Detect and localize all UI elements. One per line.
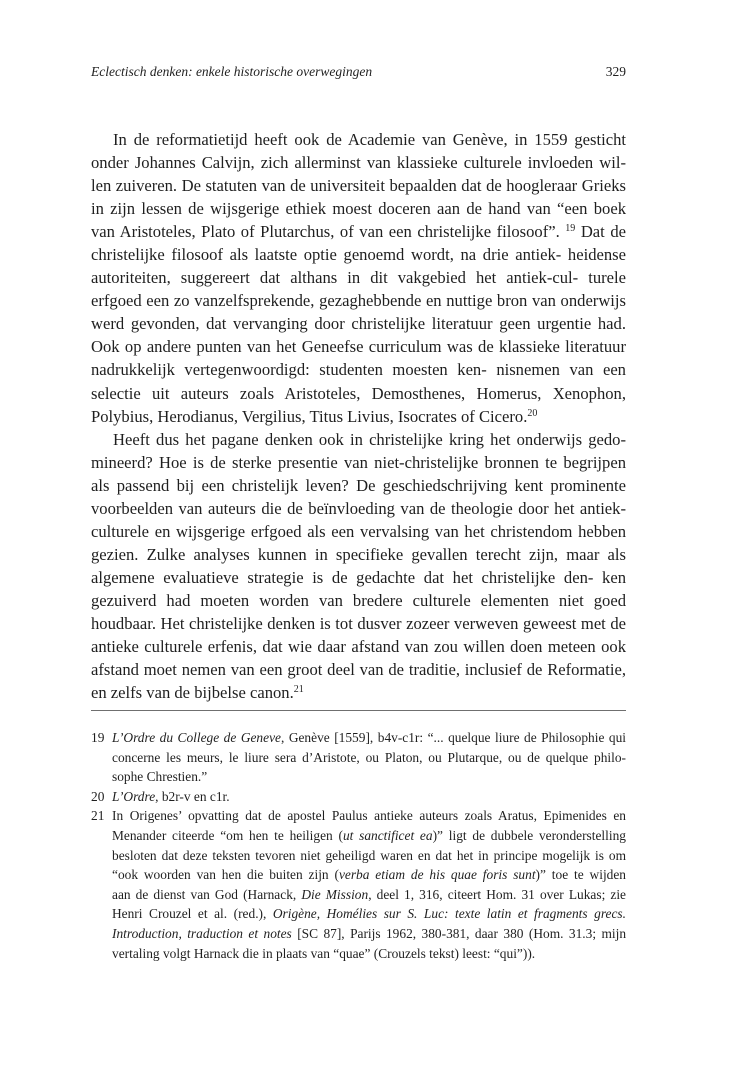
paragraph-1-line: onder Johannes Calvijn, zich allerminst van klassieke culturele invloeden wil- (91, 153, 626, 173)
main-text (91, 128, 626, 704)
footnote-number: 21 (91, 808, 105, 824)
paragraph-2-line: voorbeelden van auteurs die de beïnvloeding van de theologie door het (91, 498, 580, 518)
paragraph-2-line: mineerd? Hoe is de sterke presentie van niet-christelijke bronnen te begrijpen (91, 452, 626, 472)
footnote-number: 19 (91, 730, 105, 745)
paragraph-1-line: nisnemen van een selectie uit auteurs zoals Aristoteles, Demosthenes, (91, 360, 626, 403)
paragraph-1 (91, 128, 626, 428)
paragraph-2-line: hebben gezien. Zulke analyses kunnen in specifieke gevallen terecht zijn, (91, 521, 626, 564)
page-number: 329 (605, 64, 626, 79)
footnote-ref-19[interactable]: 19 (565, 223, 576, 235)
paragraph-1-line: Dat de christelijke filosoof als laatste optie genoemd wordt, na drie antiek- (91, 222, 626, 265)
paragraph-1-line: of Cicero. (461, 406, 528, 426)
paragraph-1-line: urgentie had. Ook op andere punten van het Geneefse curriculum was de (91, 314, 626, 357)
paragraph-2 (91, 428, 626, 705)
paragraph-2-line: houdbaar. Het christelijke denken is tot dusver zozeer verweven geweest met (91, 613, 611, 633)
footnotes (91, 728, 626, 963)
footnote-ref-20[interactable]: 20 (527, 407, 538, 419)
footnote-number: 20 (91, 788, 105, 804)
paragraph-2-line: de antieke culturele erfenis, dat wie daar afstand van zou willen doen meteen (91, 613, 626, 657)
paragraph-1-line: heidense autoriteiten, suggereert dat althans in dit vakgebied het antiek-cul- (91, 245, 626, 288)
footnote-separator (91, 710, 626, 711)
paragraph-1-line: Grieks in zijn lessen de wijsgerige ethiek moest doceren aan de hand van “een (91, 176, 626, 219)
paragraph-2-line: Reformatie, en zelfs van de bijbelse canon. (91, 660, 626, 703)
running-title: Eclectisch denken: enkele historische overwegingen (91, 64, 373, 79)
paragraph-1-line: len zuiveren. De statuten van de universiteit bepaalden dat de hoogleraar (91, 176, 582, 196)
footnote-ref-21[interactable]: 21 (293, 684, 304, 696)
paragraph-1-line: boek van Aristoteles, Plato of Plutarchus, of van een christelijke filosoof”. (91, 199, 626, 242)
paragraph-1-line: klassieke literatuur nadrukkelijk vertegenwoordigd: studenten moesten ken- (91, 337, 626, 380)
paragraph-2-line: ook afstand moet nemen van een groot deel van de traditie, inclusief de (91, 637, 626, 680)
paragraph-2-line: als passend bij een christelijk leven? De geschiedschrijving kent prominente (91, 475, 626, 495)
footnote-21: 21 In Origenes’ opvatting dat de apostel Paulus antieke auteurs zoals Aratus, Epimenides en Menander citeerde “om hen te heiligen (ut sanctificet ea)” ligt de dubbele veronderstelling besloten dat deze teksten tevoren niet geheiligd waren en dat het in principe mogelijk is om “ook woorden van hen die buiten zijn (verba etiam de his quae foris sunt)” toe te wijden aan de dienst van God (Harnack, Die Mission, deel 1, 316, citeert Hom. 31 over Lukas; zie Henri Crouzel et al. (red.), Origène, Homélies sur S. Luc: texte latin et fragments grecs. Introduction, traduction et notes [SC 87], Parijs 1962, 380-381, daar 380 (Hom. 31.3; mijn vertaling volgt Harnack die in plaats van “quae” (Crouzels tekst) leest: “qui”)). (91, 806, 626, 963)
paragraph-2-line: Heeft dus het pagane denken ook in christelijke kring het onderwijs gedo- (113, 429, 626, 449)
paragraph-1-line: Homerus, Xenophon, Polybius, Herodianus, Vergilius, Titus Livius, Isocrates (91, 383, 626, 426)
running-header (91, 64, 626, 80)
paragraph-1-line: In de reformatietijd heeft ook de Academie van Genève, in 1559 gesticht (113, 130, 626, 149)
footnote-20: 20 L’Ordre, b2r-v en c1r. (91, 787, 626, 807)
paragraph-2-line: maar als algemene evaluatieve strategie is de gedachte dat het christelijke den- (91, 544, 626, 587)
paragraph-2-line: ken gezuiverd had moeten worden van bredere culturele elementen niet goed (91, 567, 626, 610)
paragraph-1-line: onderwijs werd gevonden, dat vervanging door christelijke literatuur geen (91, 291, 626, 334)
paragraph-1-line: turele erfgoed een zo vanzelfsprekende, gezaghebbende en nuttige bron van (91, 268, 626, 311)
footnote-title: L’Ordre du College de Geneve (112, 730, 281, 745)
paragraph-2-line: antiek-culturele en wijsgerige erfgoed als een vervalsing van het christendom (91, 498, 626, 541)
footnote-title: L’Ordre (112, 788, 156, 804)
footnote-19: 19 L’Ordre du College de Geneve, Genève [1559], b4v-c1r: “... quelque liure de Philosophie qui concerne les meurs, le liure sera d’Aristote, ou Platon, ou Plutarque, ou de quelque philo- sophe Chrestien.” (91, 728, 626, 787)
